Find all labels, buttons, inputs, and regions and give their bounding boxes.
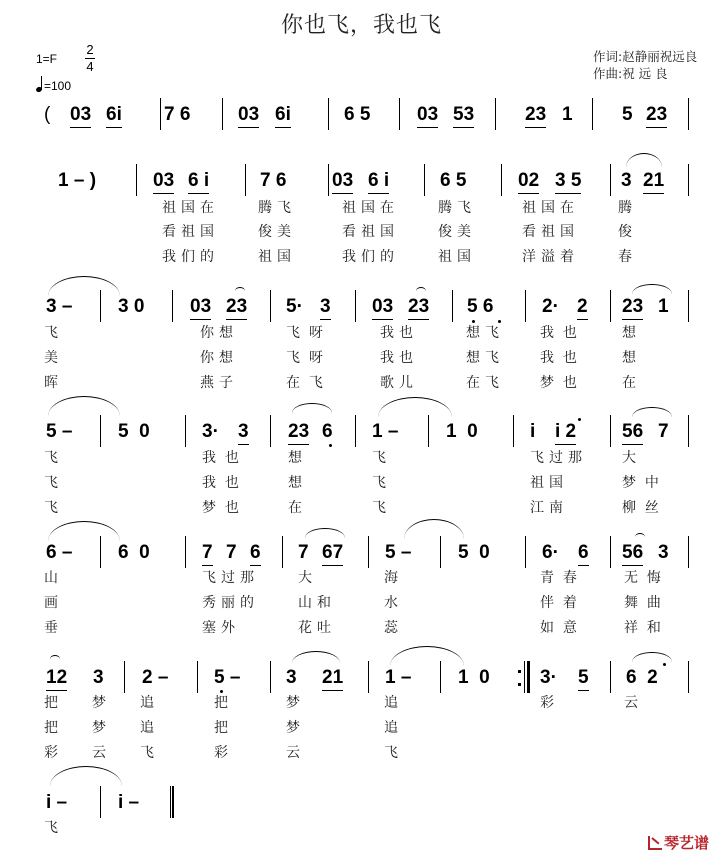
bar-line bbox=[688, 536, 689, 568]
note-group: 03 bbox=[190, 296, 211, 320]
bar-line bbox=[100, 536, 101, 568]
lyric: 美 bbox=[44, 350, 58, 366]
bar-line bbox=[185, 415, 186, 447]
lyric: 祖国在 bbox=[162, 200, 219, 216]
bar-line bbox=[100, 786, 101, 818]
lyric: 把 bbox=[214, 695, 228, 711]
note-group: 1 – bbox=[385, 667, 412, 688]
note-group: 6· bbox=[542, 542, 559, 563]
lyric: 追 bbox=[140, 695, 154, 711]
bar-line bbox=[688, 164, 689, 196]
lyric: 梦 中 bbox=[622, 475, 659, 491]
lyric: 想飞 bbox=[466, 350, 504, 366]
lyric: 祖国在 bbox=[342, 200, 399, 216]
bar-line bbox=[100, 415, 101, 447]
lyric: 彩 bbox=[214, 745, 228, 761]
bar-line bbox=[328, 98, 329, 130]
lyricist: 作词:赵静丽祝远良 bbox=[593, 49, 698, 64]
lyric: 梦 也 bbox=[202, 500, 239, 516]
note-group: i – bbox=[118, 792, 140, 813]
note-group: 3 bbox=[286, 667, 297, 688]
lyric: 腾飞 bbox=[438, 200, 476, 216]
note-group: 1 – ) bbox=[58, 170, 97, 191]
bar-line bbox=[525, 290, 526, 322]
time-signature-bottom: 4 bbox=[86, 59, 94, 74]
slur bbox=[235, 287, 245, 291]
paren-open: ( bbox=[44, 104, 51, 125]
bar-line bbox=[197, 661, 198, 693]
bar-line bbox=[610, 536, 611, 568]
lyric: 蕊 bbox=[384, 620, 398, 636]
note-group: 6i bbox=[106, 104, 122, 128]
lyric: 晖 bbox=[44, 375, 58, 391]
lyric: 梦 bbox=[286, 695, 300, 711]
lyric: 燕子 bbox=[200, 375, 238, 391]
note-group: 6 5 bbox=[440, 170, 467, 191]
note-group: 5 – bbox=[46, 421, 73, 442]
lyric: 祖国在 bbox=[522, 200, 579, 216]
lyric: 飞 bbox=[372, 450, 386, 466]
note-group: 2 bbox=[577, 296, 588, 320]
lyric: 无 悔 bbox=[624, 570, 661, 586]
lyric: 云 bbox=[624, 695, 638, 711]
slur bbox=[632, 284, 672, 294]
note-group: 5 bbox=[578, 667, 589, 691]
lyric: 歌儿 bbox=[380, 375, 418, 391]
note-group: 3 bbox=[320, 296, 331, 320]
note-group: 3 – bbox=[46, 296, 73, 317]
repeat-dots bbox=[518, 670, 521, 686]
slur bbox=[378, 397, 452, 417]
bar-line bbox=[440, 661, 441, 693]
bar-line bbox=[245, 164, 246, 196]
note-group: 03 bbox=[153, 170, 174, 194]
note-group: 23 bbox=[646, 104, 667, 128]
bar-line bbox=[688, 661, 689, 693]
note-group: 3 5 bbox=[555, 170, 581, 194]
note-group: 6 i bbox=[188, 170, 209, 194]
note-group: 03 bbox=[332, 170, 353, 194]
note-group: 1 0 bbox=[446, 421, 478, 442]
note-group: 3· bbox=[540, 667, 557, 688]
lyric: 塞外 bbox=[202, 620, 240, 636]
note-group: 6 bbox=[250, 542, 261, 566]
lyric: 伴 着 bbox=[540, 595, 577, 611]
bar-line bbox=[495, 98, 496, 130]
lyric: 梦 bbox=[92, 720, 106, 736]
bar-line bbox=[368, 536, 369, 568]
slur bbox=[292, 651, 340, 663]
slur bbox=[632, 652, 672, 662]
lyric: 我也 bbox=[380, 325, 418, 341]
note-group: 03 bbox=[372, 296, 393, 320]
lyric: 你想 bbox=[200, 325, 238, 341]
lyric: 云 bbox=[286, 745, 300, 761]
note-group: 1 bbox=[658, 296, 669, 317]
lyric: 想 bbox=[622, 325, 636, 341]
note-group: 5 6 bbox=[467, 296, 494, 317]
note-group: 6 i bbox=[368, 170, 389, 194]
note-group: 5· bbox=[286, 296, 303, 317]
lyric: 俊美 bbox=[438, 224, 476, 240]
note-group: 3 bbox=[93, 667, 104, 688]
lyric: 飞 bbox=[44, 450, 58, 466]
lyric: 想飞 bbox=[466, 325, 504, 341]
lyric: 腾飞 bbox=[258, 200, 296, 216]
lyric: 俊 bbox=[618, 224, 632, 240]
lyric: 大 bbox=[622, 450, 636, 466]
slur bbox=[48, 396, 120, 416]
bar-line bbox=[355, 415, 356, 447]
bar-line bbox=[399, 98, 400, 130]
note-group: 6i bbox=[275, 104, 291, 128]
lyric: 看祖国 bbox=[342, 224, 399, 240]
lyric: 春 bbox=[618, 249, 632, 265]
tempo-marking bbox=[36, 78, 71, 93]
bar-line bbox=[185, 536, 186, 568]
lyric: 飞 bbox=[44, 325, 58, 341]
lyric: 我们的 bbox=[162, 249, 219, 265]
lyric: 彩 bbox=[540, 695, 554, 711]
bar-line bbox=[328, 164, 329, 196]
bar-line bbox=[270, 415, 271, 447]
lyric: 梦 bbox=[286, 720, 300, 736]
lyric: 飞 bbox=[44, 475, 58, 491]
slur bbox=[416, 287, 426, 291]
slur bbox=[635, 533, 645, 537]
note-group: 6 2 bbox=[626, 667, 658, 688]
lyric: 飞 bbox=[384, 745, 398, 761]
bar-line bbox=[270, 290, 271, 322]
lyric: 飞过那 bbox=[530, 450, 587, 466]
lyric: 垂 bbox=[44, 620, 58, 636]
lyric: 青 春 bbox=[540, 570, 577, 586]
note-group: 1 – bbox=[372, 421, 399, 442]
bar-line bbox=[688, 98, 689, 130]
lyric: 我 也 bbox=[540, 325, 577, 341]
lyric: 秀丽的 bbox=[202, 595, 259, 611]
bar-line bbox=[428, 415, 429, 447]
lyric: 山和 bbox=[298, 595, 336, 611]
lyric: 腾 bbox=[618, 200, 632, 216]
lyric: 我们的 bbox=[342, 249, 399, 265]
lyric: 飞过那 bbox=[202, 570, 259, 586]
slur bbox=[50, 766, 122, 786]
lyric: 飞 bbox=[372, 475, 386, 491]
lyric: 我 也 bbox=[540, 350, 577, 366]
note-group: 3· bbox=[202, 421, 219, 442]
lyric: 飞 呀 bbox=[286, 350, 323, 366]
note-group: 5 – bbox=[385, 542, 412, 563]
note-group: 53 bbox=[453, 104, 474, 128]
note-group: 2· bbox=[542, 296, 559, 317]
lyric: 花吐 bbox=[298, 620, 336, 636]
bar-line bbox=[424, 164, 425, 196]
lyric: 画 bbox=[44, 595, 58, 611]
bar-line bbox=[136, 164, 137, 196]
note-group: 5 0 bbox=[458, 542, 490, 563]
note-group: i 2 bbox=[555, 421, 576, 445]
slur bbox=[305, 528, 345, 538]
bar-line bbox=[355, 290, 356, 322]
note-group: 23 bbox=[408, 296, 429, 320]
note-group: 7 6 bbox=[164, 104, 191, 125]
lyric: 你想 bbox=[200, 350, 238, 366]
note-group: 1 bbox=[562, 104, 573, 125]
time-signature bbox=[84, 42, 96, 75]
slur bbox=[390, 646, 464, 666]
credits bbox=[593, 48, 697, 82]
lyric: 江南 bbox=[530, 500, 568, 516]
lyric: 想 bbox=[288, 450, 302, 466]
bar-line bbox=[501, 164, 502, 196]
note-group: 7 bbox=[226, 542, 237, 563]
low-octave-dot bbox=[472, 320, 475, 323]
low-octave-dot bbox=[329, 444, 332, 447]
lyric: 追 bbox=[384, 720, 398, 736]
lyric: 舞 曲 bbox=[624, 595, 661, 611]
bar-line bbox=[172, 290, 173, 322]
lyric: 俊美 bbox=[258, 224, 296, 240]
note-group: 03 bbox=[238, 104, 259, 128]
note-group: 3 bbox=[238, 421, 249, 445]
lyric: 把 bbox=[44, 695, 58, 711]
note-group: 21 bbox=[322, 667, 343, 691]
bar-line bbox=[688, 415, 689, 447]
lyric: 飞 bbox=[140, 745, 154, 761]
bar-line bbox=[610, 415, 611, 447]
key-signature: 1=F bbox=[36, 52, 58, 66]
lyric: 我 也 bbox=[202, 475, 239, 491]
note-group: 3 0 bbox=[118, 296, 145, 317]
note-group: 12 bbox=[46, 667, 67, 691]
note-group: 23 bbox=[622, 296, 643, 320]
lyric: 想 bbox=[622, 350, 636, 366]
note-group: 21 bbox=[643, 170, 664, 194]
note-group: 3 bbox=[621, 170, 632, 191]
note-group: i – bbox=[46, 792, 68, 813]
lyric: 追 bbox=[140, 720, 154, 736]
high-octave-dot bbox=[663, 663, 666, 666]
slur bbox=[626, 153, 662, 167]
bar-line bbox=[270, 661, 271, 693]
lyric: 追 bbox=[384, 695, 398, 711]
lyric: 看祖国 bbox=[522, 224, 579, 240]
lyric: 祥 和 bbox=[624, 620, 661, 636]
bar-line bbox=[524, 661, 525, 693]
lyric: 如 意 bbox=[540, 620, 577, 636]
note-group: 6 0 bbox=[118, 542, 150, 563]
bar-line bbox=[160, 98, 161, 130]
lyric: 看祖国 bbox=[162, 224, 219, 240]
low-octave-dot bbox=[498, 320, 501, 323]
lyric: 洋溢着 bbox=[522, 249, 579, 265]
note-group: 5 bbox=[622, 104, 633, 125]
note-group: 02 bbox=[518, 170, 539, 194]
note-group: 23 bbox=[525, 104, 546, 128]
slur bbox=[404, 519, 464, 539]
lyric: 祖国 bbox=[530, 475, 568, 491]
note-group: 56 bbox=[622, 421, 643, 445]
slur bbox=[632, 407, 672, 417]
note-group: 7 bbox=[298, 542, 309, 563]
lyric: 云 bbox=[92, 745, 106, 761]
lyric: 想 bbox=[288, 475, 302, 491]
lyric: 把 bbox=[44, 720, 58, 736]
note-group: 6 bbox=[578, 542, 589, 566]
bar-line bbox=[610, 164, 611, 196]
slur bbox=[292, 403, 332, 413]
bar-line bbox=[222, 98, 223, 130]
lyric: 水 bbox=[384, 595, 398, 611]
lyric: 飞 bbox=[372, 500, 386, 516]
note-group: i bbox=[530, 421, 536, 442]
bar-line bbox=[124, 661, 125, 693]
note-group: 6 bbox=[322, 421, 333, 442]
note-group: 03 bbox=[417, 104, 438, 128]
lyric: 飞 bbox=[44, 820, 58, 836]
note-group: 7 bbox=[202, 542, 213, 566]
note-group: 23 bbox=[288, 421, 309, 445]
time-signature-top: 2 bbox=[86, 42, 94, 57]
bar-line bbox=[282, 536, 283, 568]
bar-line bbox=[525, 536, 526, 568]
watermark-logo bbox=[648, 832, 709, 853]
note-group: 67 bbox=[322, 542, 343, 566]
watermark-text: 琴艺谱 bbox=[664, 834, 710, 852]
note-group: 56 bbox=[622, 542, 643, 566]
lyric: 梦 也 bbox=[540, 375, 577, 391]
note-group: 7 6 bbox=[260, 170, 287, 191]
tempo-value: =100 bbox=[44, 79, 72, 93]
bar-line bbox=[440, 536, 441, 568]
note-group: 5 – bbox=[214, 667, 241, 688]
song-title: 你也飞，我也飞 bbox=[280, 13, 442, 38]
lyric: 在 飞 bbox=[286, 375, 323, 391]
final-double-bar bbox=[170, 786, 174, 818]
lyric: 海 bbox=[384, 570, 398, 586]
composer: 作曲:祝 远 良 bbox=[593, 66, 668, 81]
bar-line bbox=[368, 661, 369, 693]
bar-line bbox=[610, 661, 611, 693]
lyric: 彩 bbox=[44, 745, 58, 761]
bar-line bbox=[592, 98, 593, 130]
note-group: 2 – bbox=[142, 667, 169, 688]
lyric: 把 bbox=[214, 720, 228, 736]
lyric: 在飞 bbox=[466, 375, 504, 391]
lyric: 梦 bbox=[92, 695, 106, 711]
bar-line bbox=[100, 290, 101, 322]
slur bbox=[48, 521, 120, 541]
lyric: 飞 呀 bbox=[286, 325, 323, 341]
bar-line bbox=[688, 290, 689, 322]
lyric: 飞 bbox=[44, 500, 58, 516]
note-group: 03 bbox=[70, 104, 91, 128]
lyric: 祖国 bbox=[258, 249, 296, 265]
bar-line bbox=[513, 415, 514, 447]
lyric: 祖国 bbox=[438, 249, 476, 265]
lyric: 在 bbox=[622, 375, 636, 391]
note-group: 23 bbox=[226, 296, 247, 320]
lyric: 山 bbox=[44, 570, 58, 586]
lyric: 我 也 bbox=[202, 450, 239, 466]
repeat-end-bar bbox=[527, 661, 530, 693]
slur bbox=[48, 276, 120, 296]
bar-line bbox=[610, 290, 611, 322]
bar-line bbox=[452, 290, 453, 322]
low-octave-dot bbox=[220, 690, 223, 693]
note-group: 6 – bbox=[46, 542, 73, 563]
lyric: 柳 丝 bbox=[622, 500, 659, 516]
note-group: 7 bbox=[658, 421, 669, 442]
note-group: 5 0 bbox=[118, 421, 150, 442]
quarter-note-icon bbox=[36, 78, 44, 92]
note-group: 6 5 bbox=[344, 104, 371, 125]
logo-icon bbox=[648, 836, 662, 850]
note-group: 3 bbox=[658, 542, 669, 563]
high-octave-dot bbox=[578, 418, 581, 421]
slur bbox=[50, 655, 60, 659]
lyric: 大 bbox=[298, 570, 317, 586]
note-group: 1 0 bbox=[458, 667, 490, 688]
lyric: 我也 bbox=[380, 350, 418, 366]
lyric: 在 bbox=[288, 500, 302, 516]
